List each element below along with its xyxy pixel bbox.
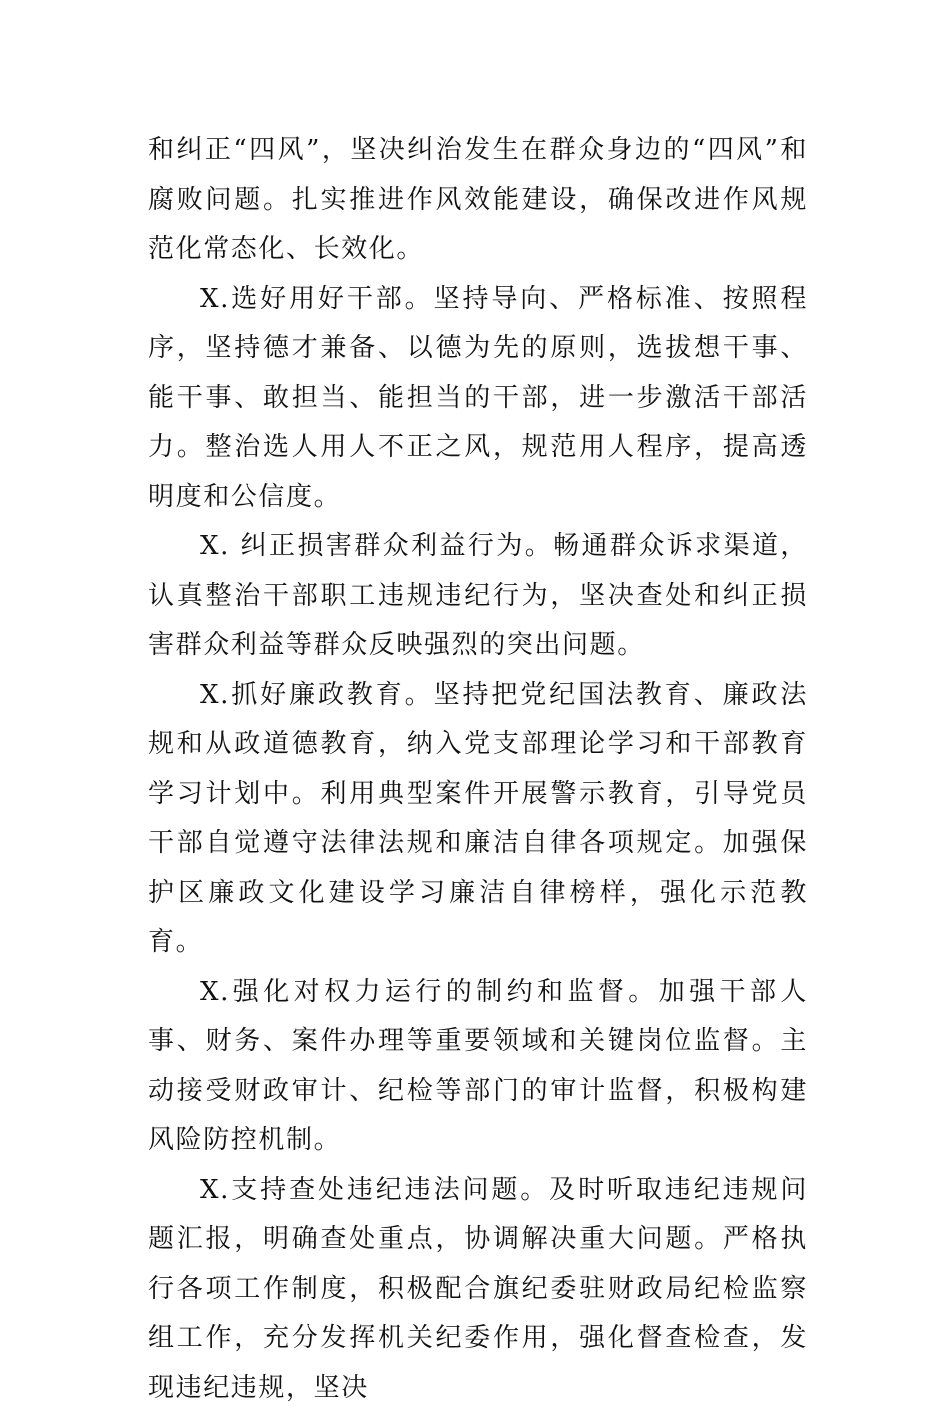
paragraph-select-cadres: X.选好用好干部。坚持导向、严格标准、按照程序，坚持德才兼备、以德为先的原则，选拔想干事、能干事、敢担当、能担当的干部，进一步激活干部活力。整治选人用人不正之风，规范用人程序，提高透明度和公信度。 bbox=[148, 275, 808, 523]
paragraph-power-supervision: X.强化对权力运行的制约和监督。加强干部人事、财务、案件办理等重要领域和关键岗位监督。主动接受财政审计、纪检等部门的审计监督，积极构建风险防控机制。 bbox=[148, 968, 808, 1166]
paragraph-continuation: 和纠正“四风”，坚决纠治发生在群众身边的“四风”和腐败问题。扎实推进作风效能建设，确保改进作风规范化常态化、长效化。 bbox=[148, 126, 808, 275]
document-body bbox=[148, 126, 808, 1413]
paragraph-investigate-violations: X.支持查处违纪违法问题。及时听取违纪违规问题汇报，明确查处重点，协调解决重大问题。严格执行各项工作制度，积极配合旗纪委驻财政局纪检监察组工作，充分发挥机关纪委作用，强化督查检查，发现违纪违规，坚决 bbox=[148, 1166, 808, 1413]
paragraph-integrity-education: X.抓好廉政教育。坚持把党纪国法教育、廉政法规和从政道德教育，纳入党支部理论学习和干部教育学习计划中。利用典型案件开展警示教育，引导党员干部自觉遵守法律法规和廉洁自律各项规定。加强保护区廉政文化建设学习廉洁自律榜样，强化示范教育。 bbox=[148, 671, 808, 968]
paragraph-correct-harm: X. 纠正损害群众利益行为。畅通群众诉求渠道，认真整治干部职工违规违纪行为，坚决查处和纠正损害群众利益等群众反映强烈的突出问题。 bbox=[148, 522, 808, 671]
